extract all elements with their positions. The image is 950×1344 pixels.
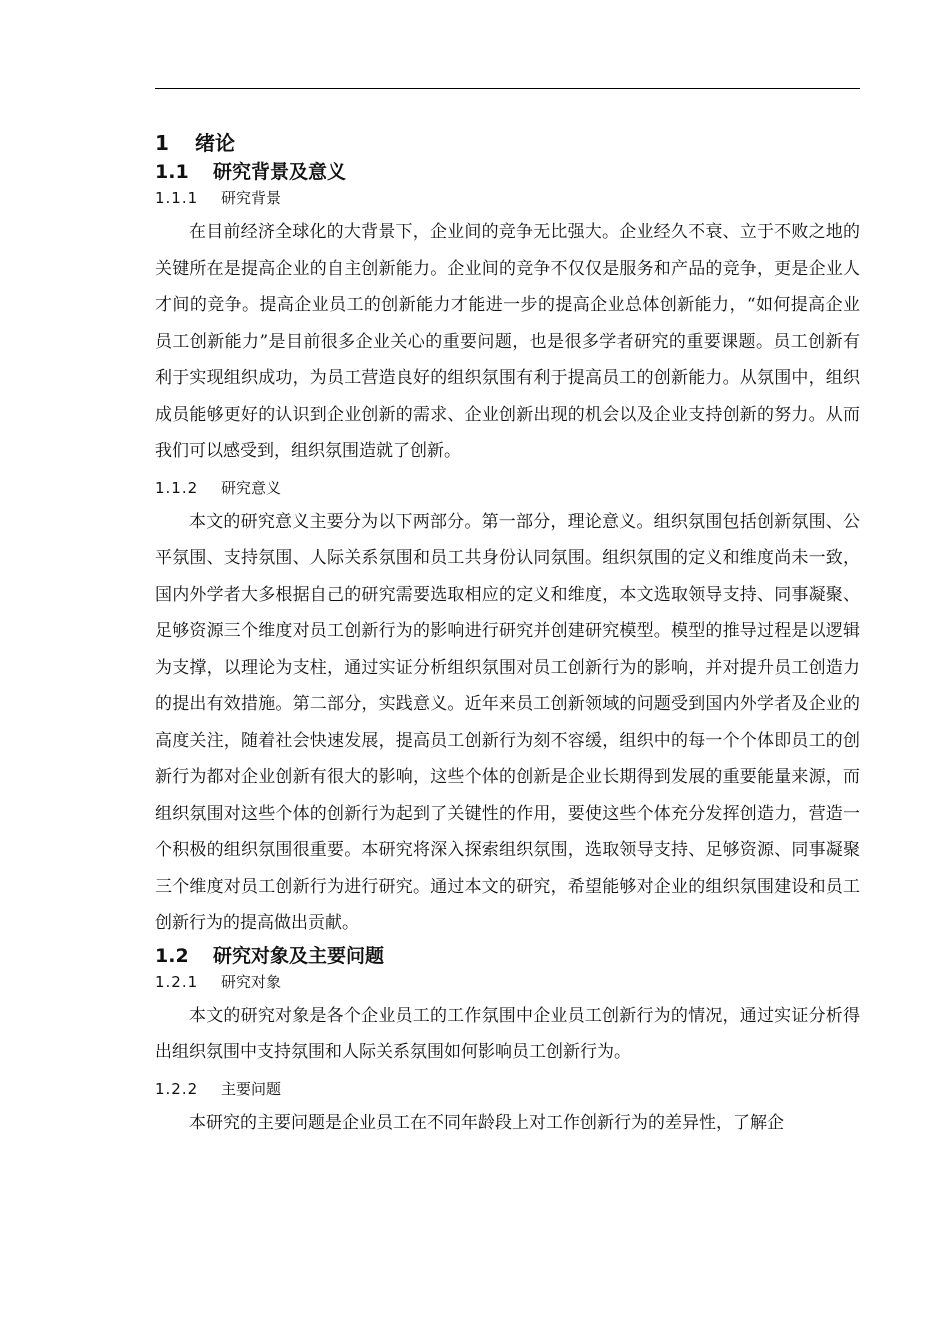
heading-1 — [155, 128, 860, 158]
heading-title: 研究意义 — [221, 478, 282, 497]
heading-1-2-1 — [155, 970, 860, 994]
paragraph-research-object: 本文的研究对象是各个企业员工的工作氛围中企业员工创新行为的情况，通过实证分析得出组织氛围中支持氛围和人际关系氛围如何影响员工创新行为。 — [155, 1005, 860, 1062]
heading-number: 1.1 — [155, 161, 189, 183]
paragraph-research-background: 在目前经济全球化的大背景下，企业间的竞争无比强大。企业经久不衰、立于不败之地的关键所在是提高企业的自主创新能力。企业间的竞争不仅仅是服务和产品的竞争，更是企业人才间的竞争。提高企业员工的创新能力才能进一步的提高企业总体创新能力，“如何提高企业员工创新能力”是目前很多企业关心的重要问题，也是很多学者研究的重要课题。员工创新有利于实现组织成功，为员工营造良好的组织氛围有利于提高员工的创新能力。从氛围中，组织成员能够更好的认识到企业创新的需求、企业创新出现的机会以及企业支持创新的努力。从而我们可以感受到，组织氛围造就了创新。 — [155, 222, 860, 461]
heading-title: 研究背景及意义 — [213, 161, 347, 183]
paragraph-research-significance: 本文的研究意义主要分为以下两部分。第一部分，理论意义。组织氛围包括创新氛围、公平氛围、支持氛围、人际关系氛围和员工共身份认同氛围。组织氛围的定义和维度尚未一致，国内外学者大多根据自己的研究需要选取相应的定义和维度，本文选取领导支持、同事凝聚、足够资源三个维度对员工创新行为的影响进行研究并创建研究模型。模型的推导过程是以逻辑为支撑，以理论为支柱，通过实证分析组织氛围对员工创新行为的影响，并对提升员工创造力的提出有效措施。第二部分，实践意义。近年来员工创新领域的问题受到国内外学者及企业的高度关注，随着社会快速发展，提高员工创新行为刻不容缓，组织中的每一个个体即员工的创新行为都对企业创新有很大的影响，这些个体的创新是企业长期得到发展的重要能量来源，而组织氛围对这些个体的创新行为起到了关键性的作用，要使这些个体充分发挥创造力，营造一个积极的组织氛围很重要。本研究将深入探索组织氛围，选取领导支持、足够资源、同事凝聚三个维度对员工创新行为进行研究。通过本文的研究，希望能够对企业的组织氛围建设和员工创新行为的提高做出贡献。 — [155, 511, 860, 933]
heading-title: 研究对象 — [221, 972, 282, 991]
heading-title: 研究背景 — [221, 189, 282, 207]
heading-1-2-2 — [155, 1077, 860, 1101]
heading-number: 1.2.2 — [155, 1079, 199, 1098]
heading-1-1-2 — [155, 476, 860, 500]
header-rule — [155, 88, 860, 89]
heading-number: 1 — [155, 131, 169, 155]
heading-number: 1.2.1 — [155, 972, 199, 991]
heading-number: 1.2 — [155, 944, 189, 967]
document-body — [155, 128, 860, 1141]
heading-title: 绪论 — [195, 131, 235, 155]
heading-1-1-1 — [155, 186, 860, 210]
heading-1-2 — [155, 942, 860, 970]
heading-1-1 — [155, 158, 860, 186]
heading-title: 主要问题 — [221, 1079, 282, 1098]
heading-title: 研究对象及主要问题 — [213, 944, 385, 967]
heading-number: 1.1.2 — [155, 478, 199, 497]
heading-number: 1.1.1 — [155, 189, 199, 207]
paragraph-main-problems: 本研究的主要问题是企业员工在不同年龄段上对工作创新行为的差异性，了解企 — [189, 1112, 784, 1133]
